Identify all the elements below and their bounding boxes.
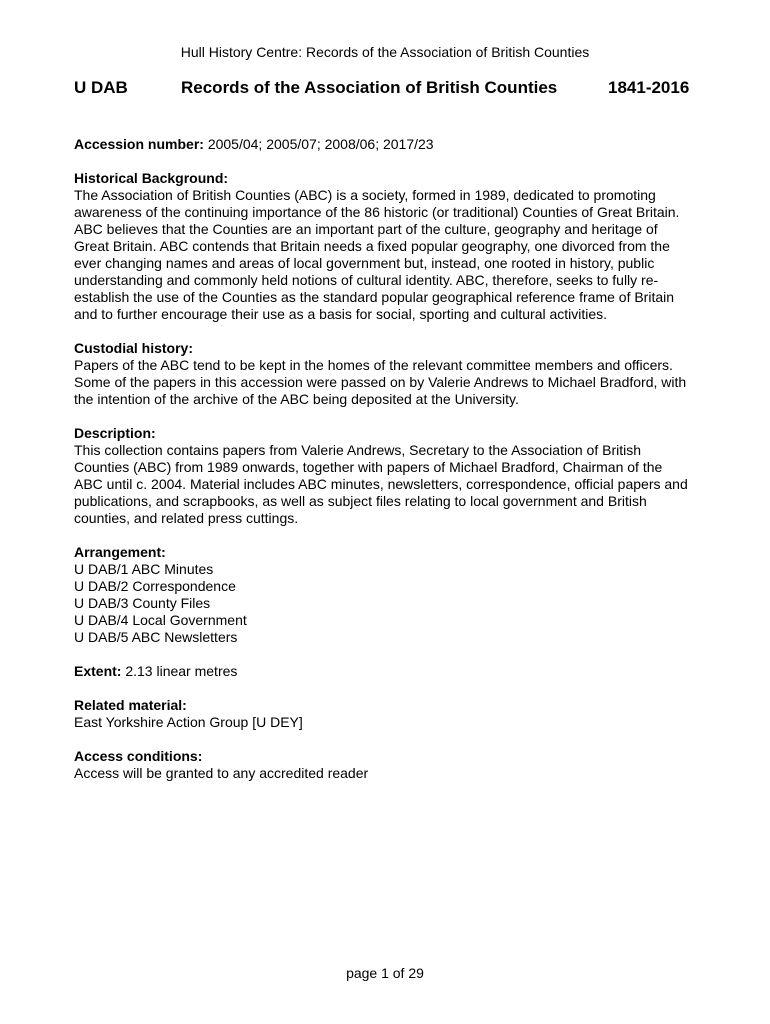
arrangement-list: [74, 561, 694, 646]
related-material-heading: Related material:: [74, 697, 187, 713]
description-heading: Description:: [74, 425, 156, 441]
historical-background-heading: Historical Background:: [74, 170, 229, 186]
custodial-history-section: [74, 340, 694, 408]
page-number: page 1 of 29: [346, 965, 424, 981]
related-material-section: [74, 697, 694, 731]
custodial-history-text: Papers of the ABC tend to be kept in the homes of the relevant committee members and officers. Some of the papers in this accession were passed on by Valerie Andrews to Michael Bradford, with the intention of the archive of the ABC being deposited at the University.: [74, 357, 687, 407]
list-item: U DAB/5 ABC Newsletters: [74, 629, 238, 645]
arrangement-heading: Arrangement:: [74, 544, 166, 560]
related-material-text: East Yorkshire Action Group [U DEY]: [74, 714, 303, 730]
running-header: Hull History Centre: Records of the Association of British Counties: [180, 44, 590, 60]
document-body: [74, 136, 694, 799]
description-section: [74, 425, 694, 527]
document-title-row: [74, 77, 704, 99]
accession-section: [74, 136, 694, 153]
arrangement-section: [74, 544, 694, 646]
list-item: U DAB/3 County Files: [74, 595, 211, 611]
list-item: U DAB/2 Correspondence: [74, 578, 236, 594]
list-item: U DAB/4 Local Government: [74, 612, 247, 628]
extent-value: 2.13 linear metres: [121, 663, 238, 679]
description-text: This collection contains papers from Valerie Andrews, Secretary to the Association of British Counties (ABC) from 1989 onwards, together with papers of Michael Bradford, Chairman of the ABC until c. 2004. Material includes ABC minutes, newsletters, correspondence, official papers and publications, and scrapbooks, as well as subject files relating to local government and British counties, and related press cuttings.: [74, 442, 688, 526]
accession-value: 2005/04; 2005/07; 2008/06; 2017/23: [203, 136, 434, 152]
historical-background-text: The Association of British Counties (ABC) is a society, formed in 1989, dedicated to promoting awareness of the continuing importance of the 86 historic (or traditional) Counties of Great Britain. ABC believes that the Counties are an important part of the culture, geography and heritage of Great Britain. ABC contends that Britain needs a fixed popular geography, one divorced from the ever changing names and areas of local government but, instead, one rooted in history, public understanding and commonly held notions of cultural identity. ABC, therefore, seeks to fully re-establish the use of the Counties as the standard popular geographical reference frame of Britain and to further encourage their use as a basis for social, sporting and cultural activities.: [74, 187, 680, 322]
custodial-history-heading: Custodial history:: [74, 340, 194, 356]
access-conditions-heading: Access conditions:: [74, 748, 203, 764]
list-item: U DAB/1 ABC Minutes: [74, 561, 214, 577]
historical-background-section: [74, 170, 694, 323]
accession-label: Accession number:: [74, 136, 204, 152]
extent-label: Extent:: [74, 663, 122, 679]
date-range: 1841-2016: [608, 78, 690, 97]
collection-reference: U DAB: [74, 78, 128, 97]
document-title: Records of the Association of British Counties: [181, 78, 558, 97]
access-conditions-section: [74, 748, 694, 782]
access-conditions-text: Access will be granted to any accredited reader: [74, 765, 369, 781]
extent-section: [74, 663, 694, 680]
